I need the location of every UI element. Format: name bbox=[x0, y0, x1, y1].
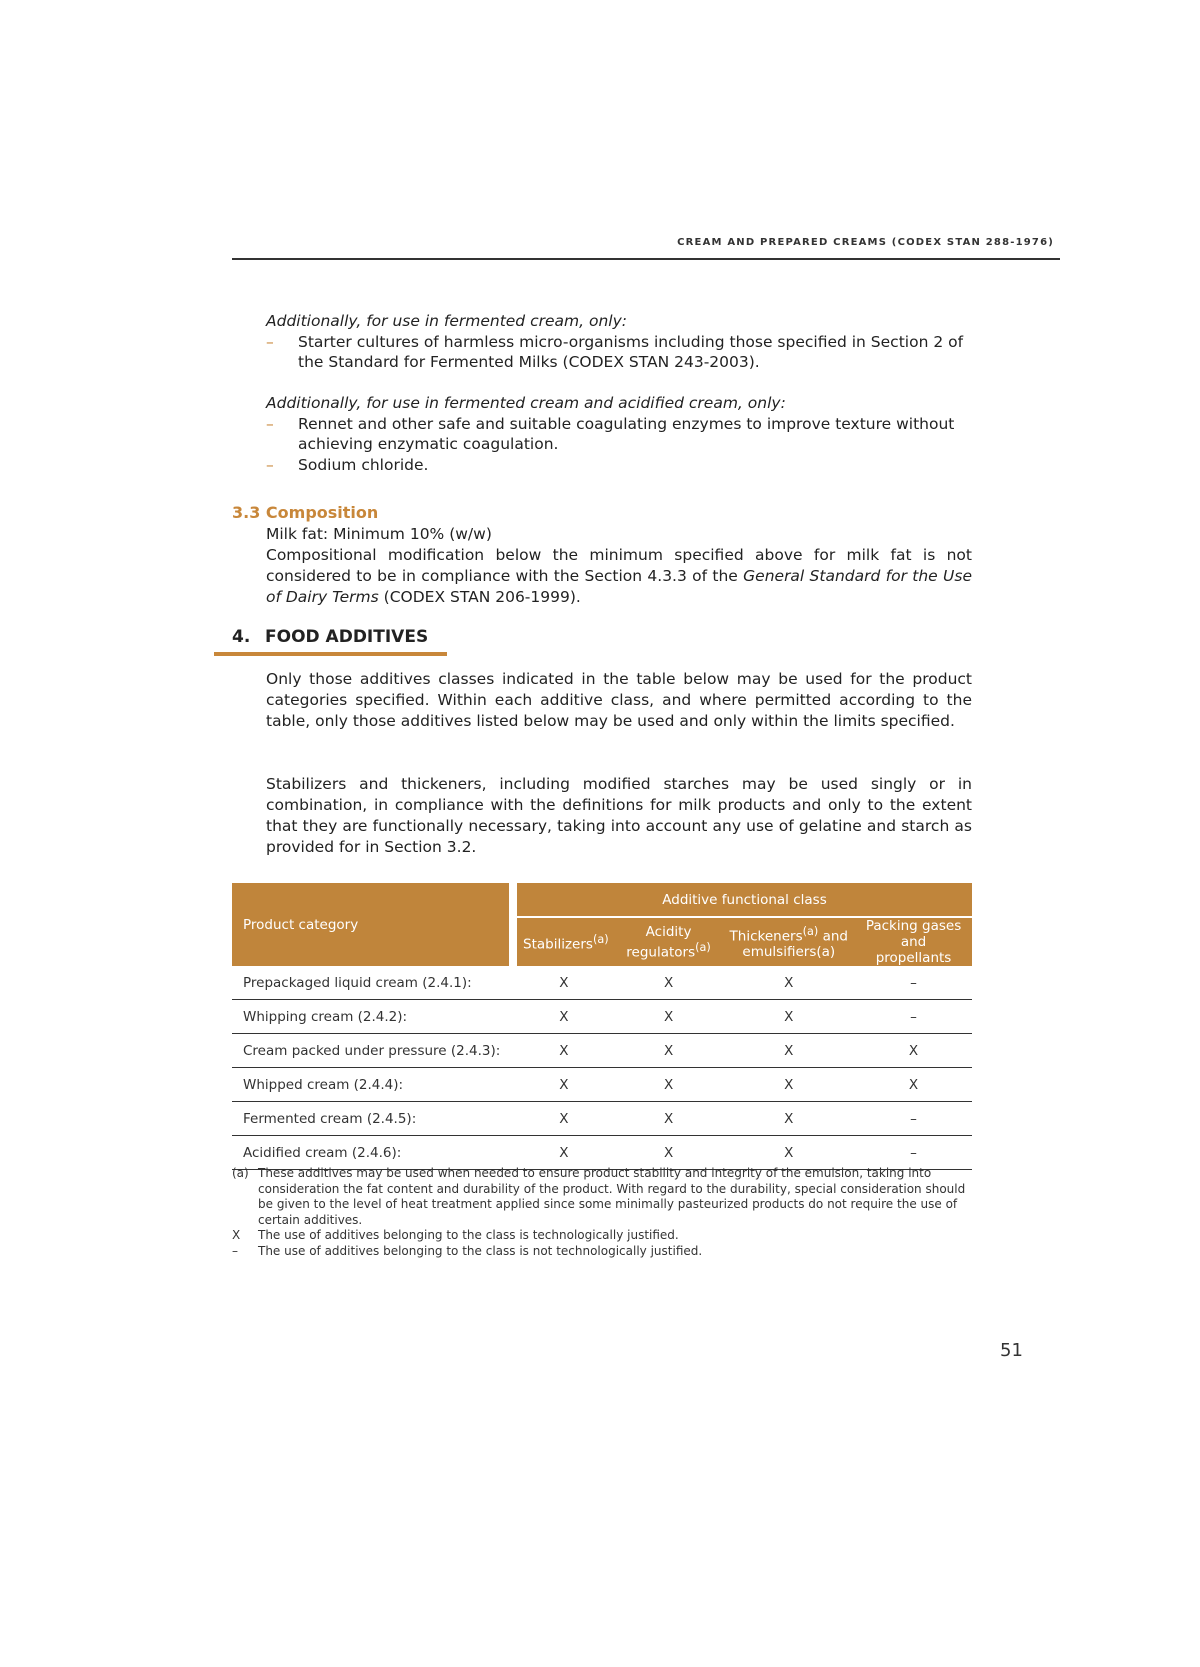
row-category: Prepackaged liquid cream (2.4.1): bbox=[232, 966, 513, 1000]
page-number: 51 bbox=[1000, 1340, 1023, 1361]
list-item bbox=[266, 332, 972, 373]
note-item bbox=[232, 1228, 972, 1244]
cell-packing-gases: – bbox=[855, 1102, 972, 1136]
note-mark: – bbox=[232, 1243, 238, 1258]
cell-stabilizers: X bbox=[513, 1034, 615, 1068]
note-text: The use of additives belonging to the class is not technologically justified. bbox=[258, 1243, 703, 1258]
composition-body bbox=[266, 524, 972, 608]
cell-packing-gases: – bbox=[855, 1136, 972, 1170]
cell-acidity: X bbox=[615, 1000, 723, 1034]
cell-acidity: X bbox=[615, 1068, 723, 1102]
cell-packing-gases: – bbox=[855, 966, 972, 1000]
cell-thickeners: X bbox=[723, 1136, 856, 1170]
list-item bbox=[266, 455, 972, 476]
header-product-category: Product category bbox=[232, 883, 513, 966]
section-title: FOOD ADDITIVES bbox=[265, 627, 429, 647]
cell-stabilizers: X bbox=[513, 1000, 615, 1034]
bullet-dash: – bbox=[266, 332, 274, 351]
note-mark: X bbox=[232, 1228, 241, 1242]
cell-stabilizers: X bbox=[513, 966, 615, 1000]
note-item bbox=[232, 1166, 972, 1228]
list-item-text: Starter cultures of harmless micro-organisms including those specified in Section 2 of the Standard for Fermented Milks (CODEX STAN 243-2003). bbox=[298, 332, 964, 371]
cell-acidity: X bbox=[615, 1136, 723, 1170]
table-row bbox=[232, 966, 972, 1000]
composition-paragraph bbox=[266, 545, 972, 608]
table-row bbox=[232, 1034, 972, 1068]
footnote-mark: (a) bbox=[592, 932, 609, 946]
milk-fat-line: Milk fat: Minimum 10% (w/w) bbox=[266, 525, 492, 543]
cell-stabilizers: X bbox=[513, 1136, 615, 1170]
column-label: Acidity regulators bbox=[626, 923, 696, 961]
cell-thickeners: X bbox=[723, 1102, 856, 1136]
cell-acidity: X bbox=[615, 966, 723, 1000]
cell-packing-gases: – bbox=[855, 1000, 972, 1034]
composition-text-end: (CODEX STAN 206-1999). bbox=[378, 588, 581, 606]
table-notes bbox=[232, 1166, 972, 1259]
table-row bbox=[232, 1000, 972, 1034]
note-mark: (a) bbox=[232, 1166, 249, 1180]
running-head: CREAM AND PREPARED CREAMS (CODEX STAN 288-1976) bbox=[677, 237, 1054, 248]
standard-title: General Standard for the Use of Dairy Terms bbox=[266, 567, 972, 606]
fermented-cream-block bbox=[266, 311, 972, 373]
table-row bbox=[232, 1136, 972, 1170]
additives-table bbox=[232, 883, 972, 1170]
fermented-intro: Additionally, for use in fermented cream, only: bbox=[266, 312, 627, 330]
cell-packing-gases: X bbox=[855, 1034, 972, 1068]
header-stabilizers bbox=[513, 917, 615, 966]
row-category: Acidified cream (2.4.6): bbox=[232, 1136, 513, 1170]
cell-packing-gases: X bbox=[855, 1068, 972, 1102]
footnote-mark: (a) bbox=[695, 940, 711, 954]
column-label-suffix: and emulsifiers(a) bbox=[742, 928, 849, 961]
footnote-mark: (a) bbox=[802, 924, 819, 938]
cell-stabilizers: X bbox=[513, 1102, 615, 1136]
note-text: The use of additives belonging to the class is technologically justified. bbox=[258, 1228, 679, 1242]
bullet-dash: – bbox=[266, 414, 274, 433]
bullet-dash: – bbox=[266, 455, 274, 474]
column-label: Stabilizers bbox=[523, 936, 593, 953]
header-packing-gases bbox=[855, 917, 972, 966]
cell-thickeners: X bbox=[723, 1068, 856, 1102]
acidified-intro: Additionally, for use in fermented cream and acidified cream, only: bbox=[266, 394, 786, 412]
row-category: Cream packed under pressure (2.4.3): bbox=[232, 1034, 513, 1068]
row-category: Fermented cream (2.4.5): bbox=[232, 1102, 513, 1136]
acidified-cream-block bbox=[266, 393, 972, 475]
composition-heading: 3.3 Composition bbox=[232, 503, 379, 522]
header-rule bbox=[232, 258, 1060, 260]
cell-stabilizers: X bbox=[513, 1068, 615, 1102]
column-label: Thickeners bbox=[729, 928, 803, 945]
cell-thickeners: X bbox=[723, 966, 856, 1000]
section-number: 4. bbox=[232, 627, 251, 647]
table-row bbox=[232, 1102, 972, 1136]
header-additive-class: Additive functional class bbox=[513, 883, 972, 917]
section-heading bbox=[232, 627, 428, 647]
additives-paragraph-1: Only those additives classes indicated in the table below may be used for the product categories specified. Within each additive class, and where permitted according to the table, only those additives listed below may be used and only within the limits specified. bbox=[266, 670, 972, 730]
table-row bbox=[232, 1068, 972, 1102]
composition-text: Compositional modification below the minimum specified above for milk fat is not considered to be in compliance with the Section 4.3.3 of the bbox=[266, 546, 972, 585]
additives-paragraph-2: Stabilizers and thickeners, including modified starches may be used singly or in combination, in compliance with the definitions for milk products and only to the extent that they are functionally necessary, taking into account any use of gelatine and starch as provided for in Section 3.2. bbox=[266, 775, 972, 856]
row-category: Whipping cream (2.4.2): bbox=[232, 1000, 513, 1034]
cell-acidity: X bbox=[615, 1102, 723, 1136]
list-item bbox=[266, 414, 972, 455]
cell-acidity: X bbox=[615, 1034, 723, 1068]
header-acidity-regulators bbox=[615, 917, 723, 966]
list-item-text: Sodium chloride. bbox=[298, 455, 429, 474]
note-text: These additives may be used when needed to ensure product stability and integrity of the emulsion, taking into consideration the fat content and durability of the product. With regard to the durability, special consideration should be given to the level of heat treatment applied since some minimally pasteurized products do not require the use of certain additives. bbox=[258, 1166, 966, 1227]
cell-thickeners: X bbox=[723, 1034, 856, 1068]
note-item bbox=[232, 1244, 972, 1260]
row-category: Whipped cream (2.4.4): bbox=[232, 1068, 513, 1102]
column-label: Packing gases and propellants bbox=[865, 918, 962, 966]
list-item-text: Rennet and other safe and suitable coagulating enzymes to improve texture without achieving enzymatic coagulation. bbox=[298, 414, 955, 453]
header-thickeners-emulsifiers bbox=[723, 917, 856, 966]
section-underline bbox=[214, 652, 447, 656]
cell-thickeners: X bbox=[723, 1000, 856, 1034]
